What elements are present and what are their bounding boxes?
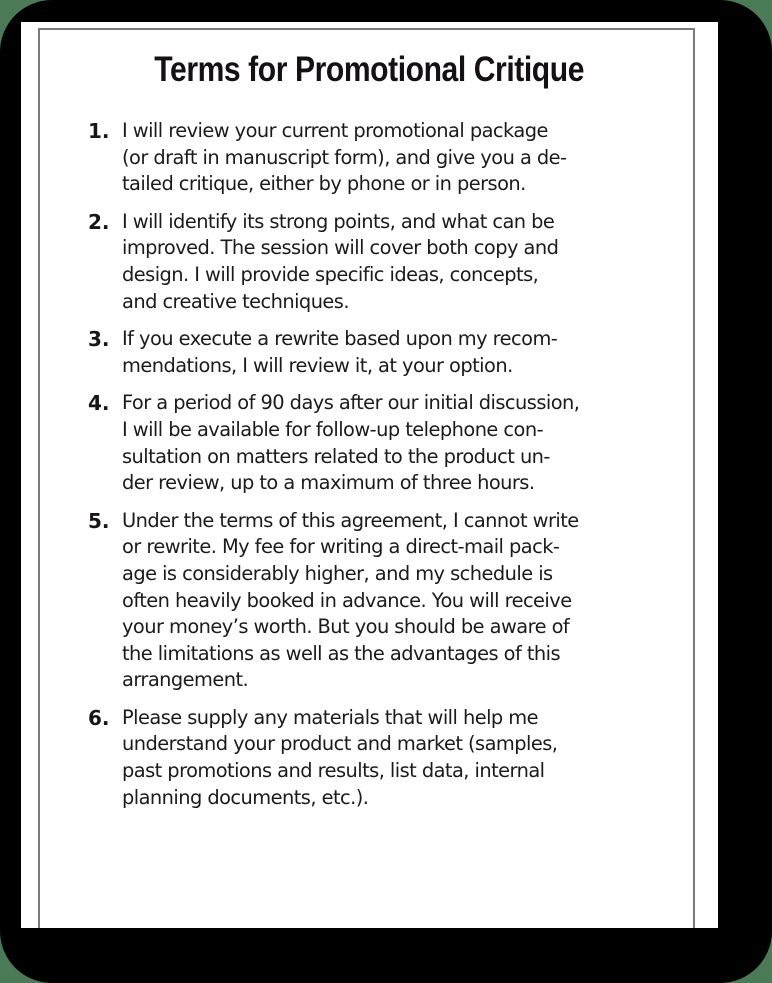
term-text-line: improved. The session will cover both copy and <box>122 236 559 260</box>
term-item-2 <box>88 209 648 315</box>
term-text-line: sultation on matters related to the product un- <box>122 444 550 468</box>
term-text-line: planning documents, etc.). <box>122 785 369 809</box>
term-item-3 <box>88 326 648 379</box>
term-text-line: tailed critique, either by phone or in person. <box>122 172 526 196</box>
term-number: 6. <box>88 705 110 730</box>
term-number: 5. <box>88 508 110 533</box>
term-text-line: I will be available for follow-up telephone con- <box>122 417 544 441</box>
document-page <box>21 22 718 928</box>
term-item-1 <box>88 118 648 198</box>
term-text-line: and creative techniques. <box>122 289 349 313</box>
term-text-line: der review, up to a maximum of three hours. <box>122 471 535 495</box>
term-text-line: past promotions and results, list data, internal <box>122 759 545 783</box>
term-item-6 <box>88 705 648 811</box>
term-text-line: or rewrite. My fee for writing a direct-mail pack- <box>122 535 560 559</box>
term-number: 4. <box>88 391 110 416</box>
term-text-line: your money’s worth. But you should be aware of <box>122 615 570 639</box>
terms-list <box>88 118 648 822</box>
term-item-4 <box>88 390 648 496</box>
term-text-line: mendations, I will review it, at your option. <box>122 353 513 377</box>
term-text-line: I will review your current promotional package <box>122 119 548 142</box>
document-title: Terms for Promotional Critique <box>154 50 585 89</box>
term-number: 2. <box>88 209 110 234</box>
term-number: 3. <box>88 327 110 352</box>
term-text-line: understand your product and market (samples, <box>122 732 558 756</box>
term-text-line: (or draft in manuscript form), and give you a de- <box>122 145 567 169</box>
term-text-line: age is considerably higher, and my schedule is <box>122 561 553 585</box>
term-number: 1. <box>88 119 110 143</box>
term-text-line: arrangement. <box>122 668 249 692</box>
term-text-line: Under the terms of this agreement, I cannot write <box>122 508 579 532</box>
term-text-line: I will identify its strong points, and what can be <box>122 209 555 233</box>
term-text-line: Please supply any materials that will help me <box>122 705 539 729</box>
term-text-line: the limitations as well as the advantages of this <box>122 641 561 665</box>
term-item-5 <box>88 508 648 694</box>
term-text-line: often heavily booked in advance. You will receive <box>122 588 572 612</box>
term-text-line: For a period of 90 days after our initial discussion, <box>122 391 580 415</box>
term-text-line: design. I will provide specific ideas, concepts, <box>122 262 539 286</box>
term-text-line: If you execute a rewrite based upon my recom- <box>122 327 558 351</box>
